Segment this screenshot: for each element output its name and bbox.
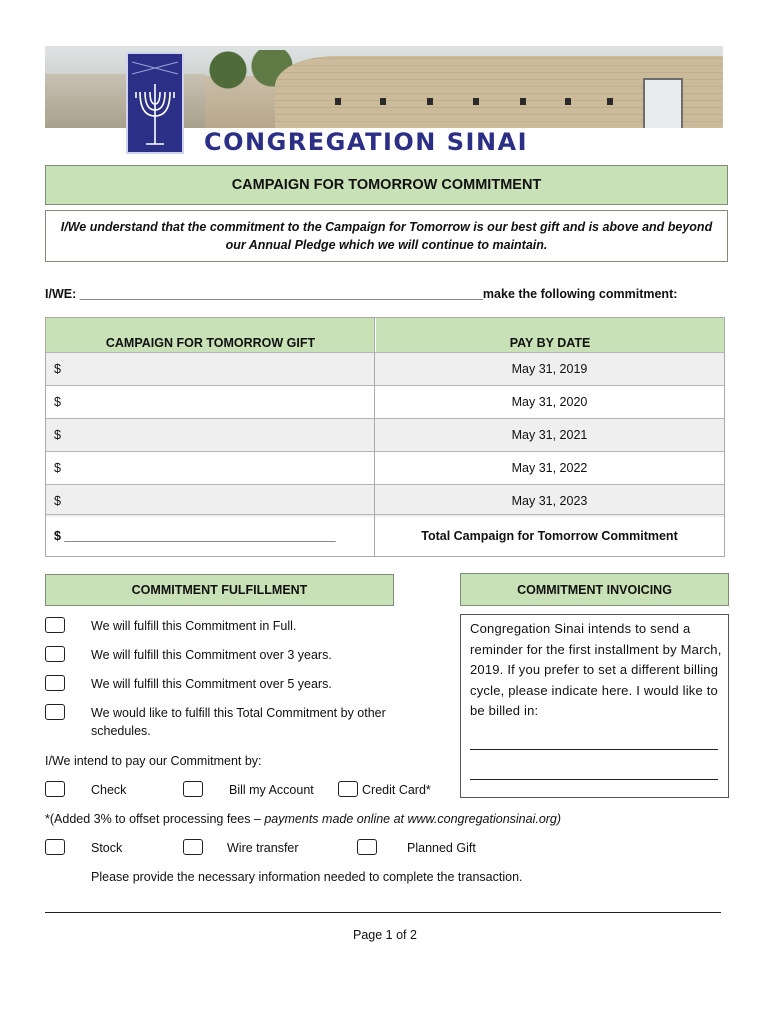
- fulfillment-heading: COMMITMENT FULFILLMENT: [45, 574, 394, 606]
- menorah-icon: [128, 54, 182, 152]
- intro-statement: I/We understand that the commitment to the Campaign for Tomorrow is our best gift and is above and beyond our Annual Pledge which we will continue to maintain.: [45, 210, 728, 262]
- pay-method-label: Credit Card*: [362, 783, 431, 797]
- fulfill-other-checkbox[interactable]: [45, 704, 65, 720]
- billing-cycle-line-1[interactable]: [470, 749, 718, 750]
- pay-method-label: Wire transfer: [227, 841, 299, 855]
- gift-amount: $: [54, 494, 61, 508]
- page-number: Page 1 of 2: [353, 928, 417, 942]
- fee-note: [45, 810, 561, 828]
- column-header-gift: CAMPAIGN FOR TOMORROW GIFT: [46, 318, 375, 352]
- column-header-pay-by-date: PAY BY DATE: [376, 318, 724, 352]
- pay-by-date: May 31, 2023: [511, 494, 588, 508]
- invoicing-text: Congregation Sinai intends to send a reminder for the first installment by March, 2019. If you prefer to set a different billing cycle, please indicate here. I would like to be billed in:: [470, 621, 722, 718]
- bill-account-checkbox[interactable]: [183, 781, 203, 797]
- gift-amount: $: [54, 461, 61, 475]
- wire-transfer-checkbox[interactable]: [183, 839, 203, 855]
- pay-by-date: May 31, 2020: [511, 395, 588, 409]
- billing-cycle-line-2[interactable]: [470, 779, 718, 780]
- table-row[interactable]: [46, 385, 724, 418]
- option-label: We will fulfill this Commitment over 5 years.: [91, 677, 332, 691]
- credit-card-checkbox[interactable]: [338, 781, 358, 797]
- footer-divider: [45, 912, 721, 913]
- planned-gift-checkbox[interactable]: [357, 839, 377, 855]
- provide-info-text: Please provide the necessary information needed to complete the transaction.: [91, 870, 523, 884]
- gift-amount: $: [54, 362, 61, 376]
- pay-by-date: May 31, 2022: [511, 461, 588, 475]
- form-title: CAMPAIGN FOR TOMORROW COMMITMENT: [45, 165, 728, 205]
- pay-intro: I/We intend to pay our Commitment by:: [45, 754, 262, 768]
- column-divider: [374, 317, 375, 557]
- pay-by-date: May 31, 2021: [511, 428, 588, 442]
- fulfill-3-years-checkbox[interactable]: [45, 646, 65, 662]
- menorah-logo: [126, 52, 184, 154]
- gift-table: [45, 317, 725, 557]
- pay-method-label: Planned Gift: [407, 841, 476, 855]
- fee-note-online: payments made online at www.congregationsinai.org): [264, 812, 562, 826]
- total-row[interactable]: [46, 514, 724, 557]
- option-label: We will fulfill this Commitment over 3 years.: [91, 648, 332, 662]
- pay-by-date: May 31, 2019: [511, 362, 588, 376]
- pay-method-label: Stock: [91, 841, 123, 855]
- option-label: We will fulfill this Commitment in Full.: [91, 619, 297, 633]
- gift-amount: $: [54, 428, 61, 442]
- table-row[interactable]: [46, 484, 724, 517]
- table-row[interactable]: [46, 352, 724, 385]
- table-row[interactable]: [46, 451, 724, 484]
- invoicing-heading: COMMITMENT INVOICING: [460, 573, 729, 606]
- iwe-name-line[interactable]: I/WE: __________________________________________________________make the following commitment:: [45, 287, 678, 301]
- table-row[interactable]: [46, 418, 724, 451]
- check-checkbox[interactable]: [45, 781, 65, 797]
- fulfill-full-checkbox[interactable]: [45, 617, 65, 633]
- option-label: We would like to fulfill this Total Commitment by other schedules.: [91, 706, 386, 738]
- pay-method-label: Check: [91, 783, 127, 797]
- org-name: CONGREGATION SINAI: [204, 128, 529, 156]
- stock-checkbox[interactable]: [45, 839, 65, 855]
- fulfill-5-years-checkbox[interactable]: [45, 675, 65, 691]
- total-amount-line: $ _______________________________________: [54, 529, 336, 543]
- fee-note-prefix: *(Added 3% to offset processing fees –: [45, 812, 265, 826]
- pay-method-label: Bill my Account: [229, 783, 314, 797]
- gift-amount: $: [54, 395, 61, 409]
- total-label: Total Campaign for Tomorrow Commitment: [421, 529, 678, 543]
